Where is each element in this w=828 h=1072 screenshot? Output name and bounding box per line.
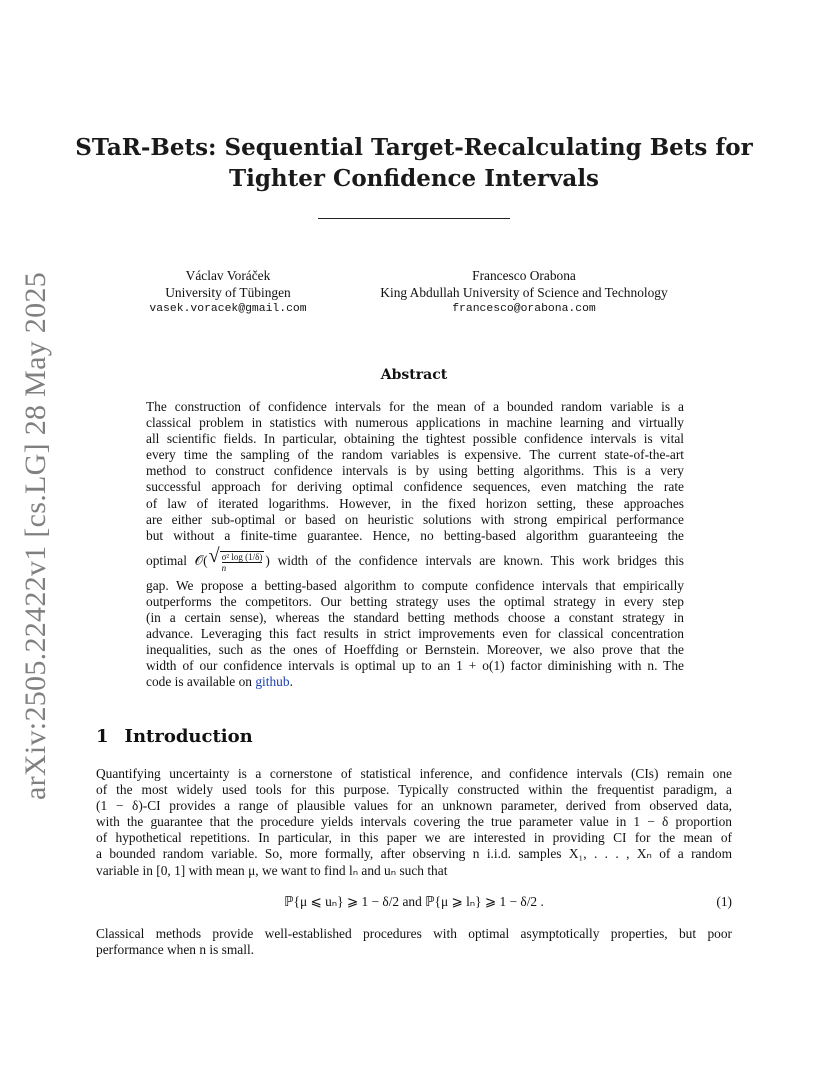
formula-numerator: σ² log (1/δ)	[221, 551, 263, 562]
abstract-line: The construction of confidence intervals for the mean of a bounded random variable is a	[146, 399, 684, 414]
author-block-1	[140, 267, 316, 318]
sqrt-formula	[208, 544, 265, 573]
arxiv-identifier-stamp: arXiv:2505.22422v1 [cs.LG] 28 May 2025	[19, 272, 52, 800]
abstract-body	[146, 399, 684, 691]
abstract-last-prefix: code is available on	[146, 674, 256, 690]
abstract-last-line	[146, 674, 684, 690]
abstract-last-suffix: .	[289, 674, 293, 690]
formula-prefix: optimal 𝒪(	[146, 552, 208, 568]
paper-title-line-2: Tighter Confidence Intervals	[228, 165, 600, 192]
abstract-line: width of our confidence intervals is optimal up to an 1 + o(1) factor diminishing with n. The	[146, 658, 684, 674]
abstract-line: classical problem in statistics with numerous applications in machine learning and virtually	[146, 415, 684, 431]
section-heading	[96, 726, 253, 747]
author-name: Václav Voráček	[185, 268, 271, 283]
intro-paragraph-1	[96, 766, 732, 879]
section-number: 1	[96, 726, 109, 747]
abstract-line: gap. We propose a betting-based algorithm to compute confidence intervals that empirically	[146, 577, 684, 593]
paragraph-line: Classical methods provide well-established procedures with optimal asymptotically properties, but poor	[96, 926, 732, 941]
author-affiliation: University of Tübingen	[165, 285, 291, 300]
paragraph-line: (1 − δ)-CI provides a range of plausible values for an unknown parameter, derived from observed data,	[96, 798, 732, 814]
sqrt-radical: √	[208, 544, 220, 567]
github-link[interactable]: github	[255, 674, 290, 690]
abstract-formula-line	[146, 544, 684, 578]
abstract-line: outperforms the competitors. Our betting strategy uses the optimal strategy in every step	[146, 593, 684, 609]
title-divider	[318, 218, 510, 219]
paper-title-line-1: STaR-Bets: Sequential Target-Recalculating Bets for	[75, 134, 753, 161]
formula-denominator: n	[221, 562, 227, 573]
abstract-line: but without a finite-time guarantee. Hence, no betting-based algorithm guaranteeing the	[146, 527, 684, 543]
abstract-line: method to construct confidence intervals is by using betting algorithms. This is a very	[146, 463, 684, 479]
abstract-line: of law of iterated logarithms. However, in the fixed horizon setting, these approaches	[146, 495, 684, 511]
formula-fraction	[220, 551, 265, 573]
paragraph-line: variable in [0, 1] with mean μ, we want to find lₙ and uₙ such that	[96, 862, 448, 878]
intro-paragraph-2	[96, 926, 732, 958]
paragraph-line: with the guarantee that the procedure yields intervals covering the true parameter value in 1 − δ proportion	[96, 814, 732, 830]
equation-number: (1)	[716, 894, 732, 909]
formula-suffix: ) width of the confidence intervals are known. This work bridges this	[265, 552, 685, 568]
author-email[interactable]: vasek.voracek@gmail.com	[149, 303, 307, 315]
paragraph-line: Quantifying uncertainty is a cornerstone of statistical inference, and confidence intervals (CIs) remain one	[96, 766, 732, 781]
abstract-line: (in a certain sense), whereas the standard betting methods choose a constant strategy in	[146, 610, 684, 626]
author-name: Francesco Orabona	[472, 268, 576, 283]
abstract-line: inequalities, such as the ones of Hoeffding or Bernstein. Moreover, we also prove that the	[146, 642, 684, 658]
paragraph-line: of hypothetical repetitions. In particular, in this paper we are interested in providing CI for the mean of	[96, 830, 732, 846]
abstract-line: successful approach for deriving optimal confidence sequences, even matching the rate	[146, 479, 684, 495]
section-title: Introduction	[124, 726, 253, 747]
abstract-heading: Abstract	[380, 367, 448, 383]
paragraph-line: a bounded random variable. So, more formally, after observing n i.i.d. samples X₁, . . . , Xₙ of a random	[96, 846, 732, 862]
paragraph-line: of the most widely used tools for this purpose. Typically constructed within the frequentist paradigm, a	[96, 782, 732, 798]
abstract-line: every time the sampling of the random variables is expensive. The current state-of-the-art	[146, 447, 684, 463]
abstract-line: advance. Leveraging this fact results in strict improvements even for classical concentration	[146, 626, 684, 642]
author-email[interactable]: francesco@orabona.com	[452, 303, 596, 315]
author-block-2	[360, 267, 688, 318]
abstract-line: are either sub-optimal or based on heuristic solutions with strong empirical performance	[146, 511, 684, 527]
paragraph-line: performance when n is small.	[96, 942, 255, 958]
author-affiliation: King Abdullah University of Science and Technology	[380, 285, 668, 300]
paper-title	[0, 132, 828, 194]
abstract-line: all scientific fields. In particular, obtaining the tightest possible confidence intervals is vital	[146, 431, 684, 447]
equation-body: ℙ{μ ⩽ uₙ} ⩾ 1 − δ/2 and ℙ{μ ⩾ lₙ} ⩾ 1 − δ/2 .	[284, 894, 544, 909]
